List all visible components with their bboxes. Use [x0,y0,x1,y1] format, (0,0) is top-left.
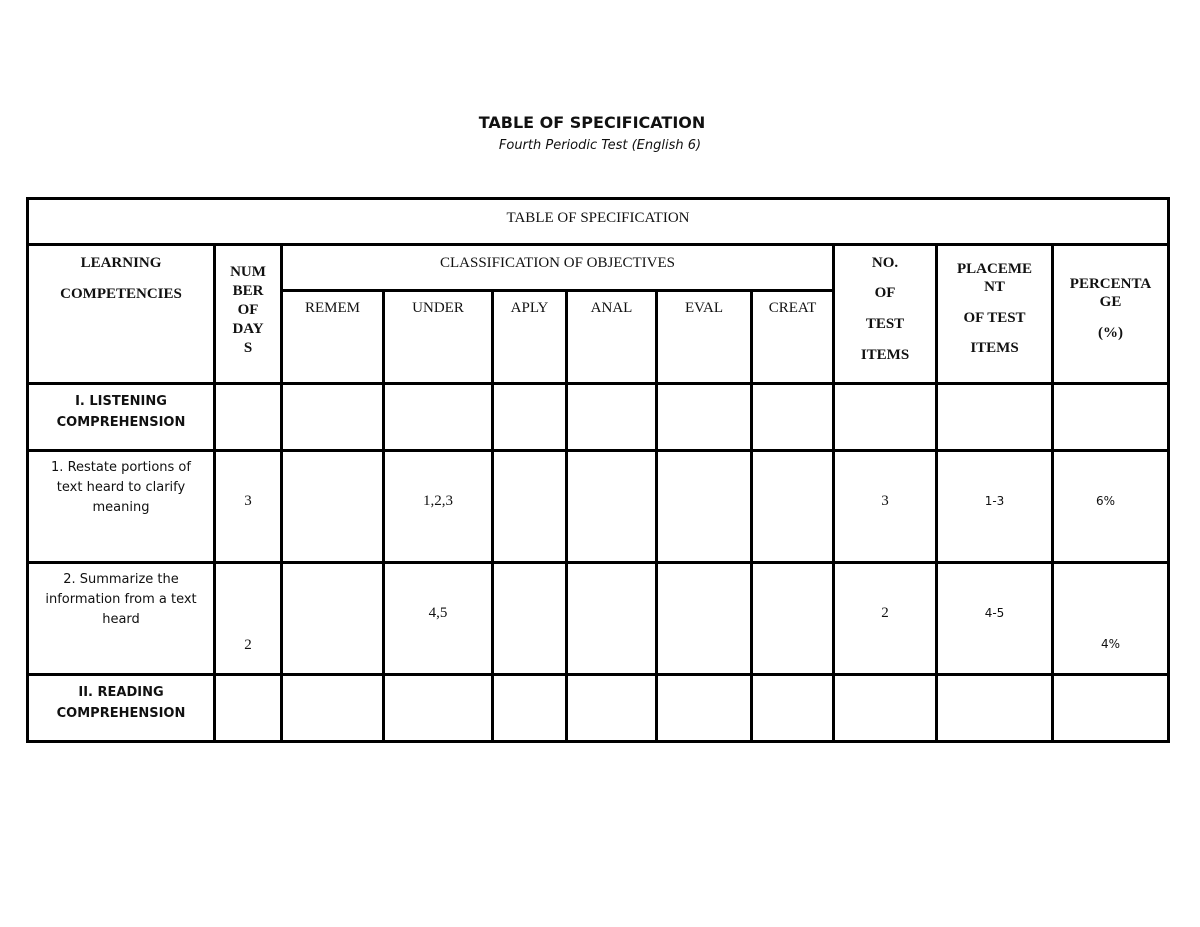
table-row [28,563,1169,675]
objective-apply: APLY [493,291,567,384]
days-cell: 3 [215,451,282,563]
placement-cell: 1-3 [937,451,1053,563]
test-items-cell: 3 [834,451,937,563]
header-learning-competencies: LEARNING COMPETENCIES [28,245,215,384]
specification-table [26,197,1170,743]
understand-items-cell: 1,2,3 [384,451,493,563]
document-subtitle: Fourth Periodic Test (English 6) [498,138,702,153]
test-items-cell: 2 [834,563,937,675]
understand-items-cell: 4,5 [384,563,493,675]
days-cell: 2 [215,563,282,675]
table-row [28,384,1169,451]
objective-analyze: ANAL [567,291,657,384]
placement-cell: 4-5 [937,563,1053,675]
objective-understand: UNDER [384,291,493,384]
competency-cell: 1. Restate portions of text heard to clarify meaning [28,451,215,563]
objective-create: CREAT [752,291,834,384]
competency-cell: 2. Summarize the information from a text heard [28,563,215,675]
objective-remember: REMEM [282,291,384,384]
table-row [28,675,1169,742]
header-classification-of-objectives: CLASSIFICATION OF OBJECTIVES [282,245,834,291]
document-title: TABLE OF SPECIFICATION [478,113,706,132]
section-listening-comprehension: I. LISTENING COMPREHENSION [28,384,215,451]
percentage-cell: 6% [1053,451,1169,563]
section-reading-comprehension: II. READING COMPREHENSION [28,675,215,742]
percentage-cell: 4% [1053,563,1169,675]
objective-evaluate: EVAL [657,291,752,384]
header-percentage: PERCENTA GE (%) [1053,245,1169,384]
header-number-of-test-items: NO. OF TEST ITEMS [834,245,937,384]
table-caption: TABLE OF SPECIFICATION [28,199,1169,245]
table-row [28,451,1169,563]
header-placement-of-test-items: PLACEME NT OF TEST ITEMS [937,245,1053,384]
header-number-of-days: NUM BER OF DAY S [215,245,282,384]
